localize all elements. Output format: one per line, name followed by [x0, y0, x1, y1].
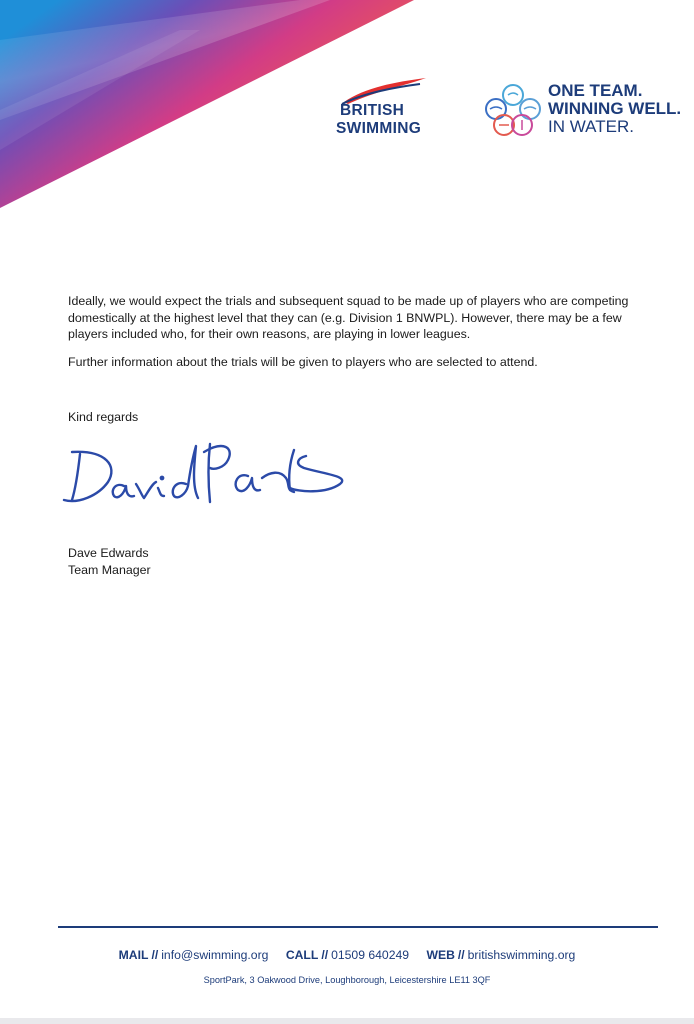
footer-contact-line [0, 948, 694, 962]
call-label: CALL [285, 948, 319, 962]
web-label: WEB [426, 948, 455, 962]
tagline-line-1: ONE TEAM. [548, 81, 643, 100]
signer-title: Team Manager [68, 563, 151, 577]
sport-rings-icon [482, 82, 544, 138]
separator: // [321, 948, 329, 962]
mail-value[interactable]: info@swimming.org [161, 948, 269, 962]
signer-name: Dave Edwards [68, 546, 149, 560]
one-team-logo [482, 78, 692, 142]
web-value[interactable]: britishswimming.org [467, 948, 576, 962]
separator: // [151, 948, 159, 962]
tagline-line-3: IN WATER. [548, 117, 634, 136]
call-value[interactable]: 01509 640249 [331, 948, 410, 962]
british-swimming-logo [330, 74, 440, 144]
tagline-line-2: WINNING WELL. [548, 99, 682, 118]
logo-line-british: BRITISH [340, 102, 405, 119]
handwritten-signature [58, 432, 348, 512]
separator: // [457, 948, 465, 962]
logo-line-swimming: SWIMMING [336, 120, 422, 137]
body-paragraph-2: Further information about the trials will be given to players who are selected to attend. [68, 355, 538, 369]
footer-address: SportPark, 3 Oakwood Drive, Loughborough, Leicestershire LE11 3QF [203, 975, 491, 985]
body-paragraph-1: Ideally, we would expect the trials and subsequent squad to be made up of players who are competing domestically at the highest level that they can (e.g. Division 1 BNWPL). However, there may be a few players included who, for their own reasons, are playing in lower leagues. [68, 294, 629, 341]
footer-divider [58, 926, 658, 928]
mail-label: MAIL [118, 948, 149, 962]
closing-line: Kind regards [68, 410, 139, 424]
